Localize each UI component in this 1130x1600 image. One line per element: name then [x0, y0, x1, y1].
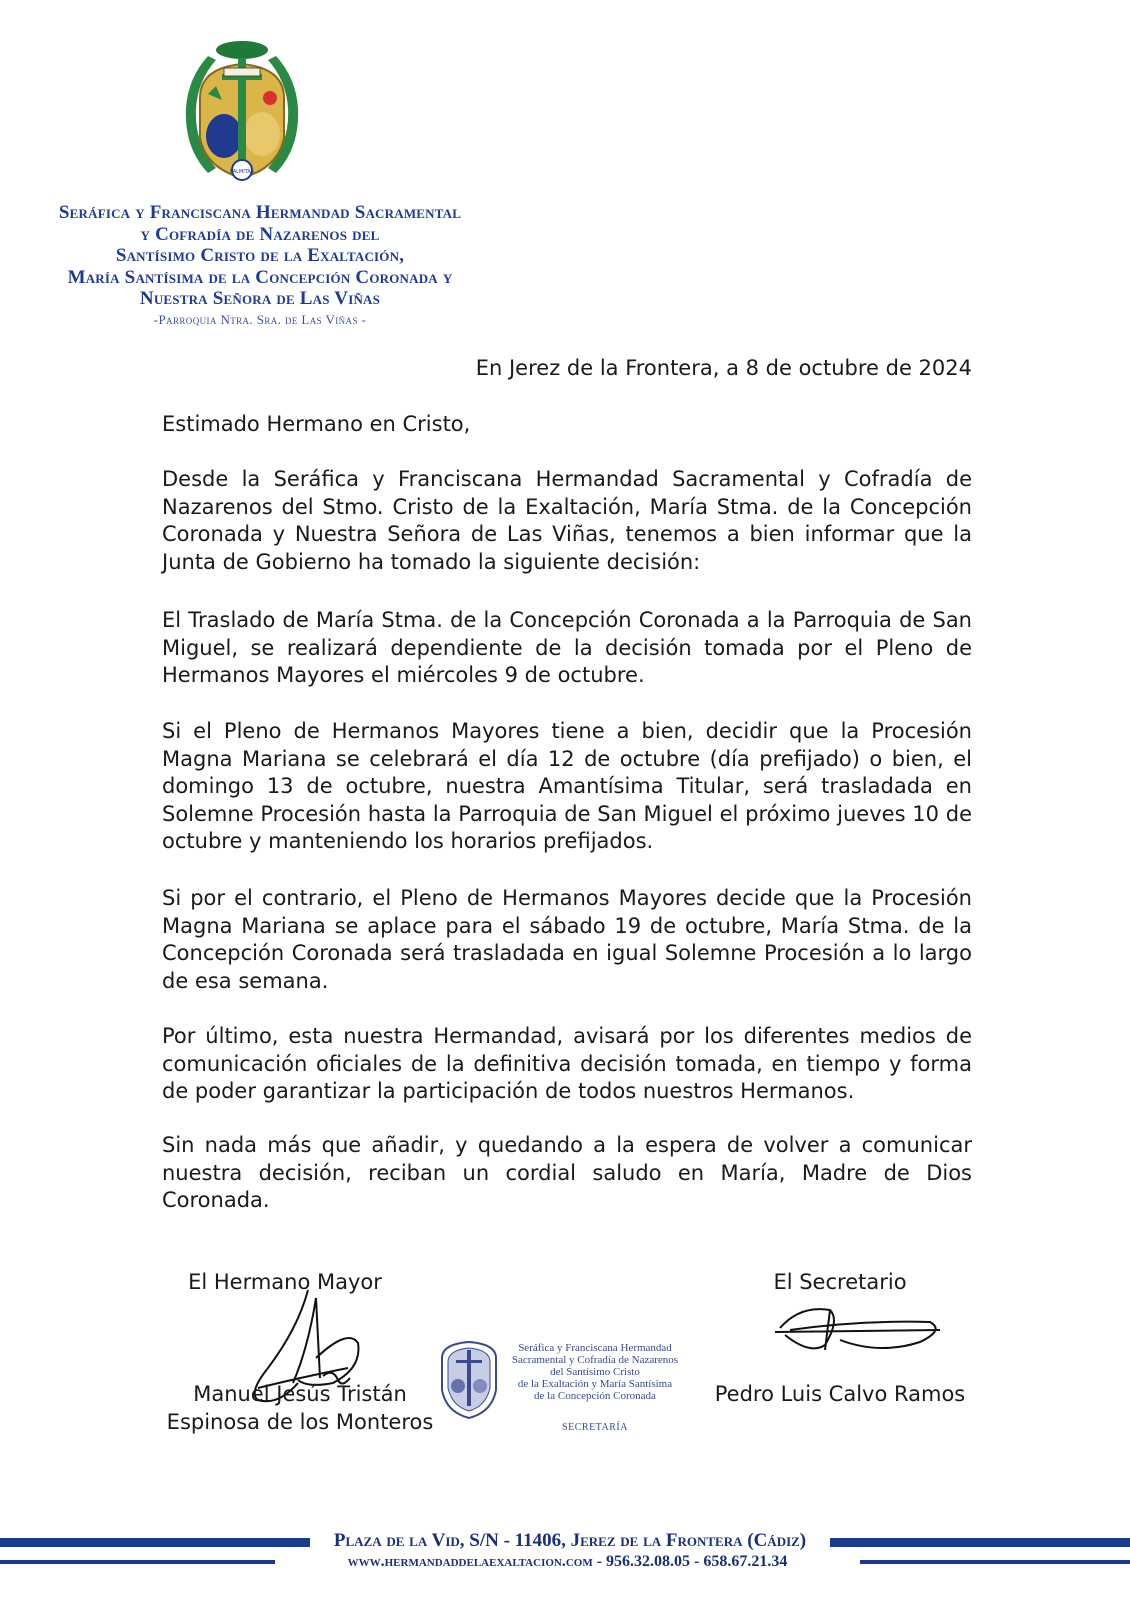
footer-address: Plaza de la Vid, S/N - 11406, Jerez de la Frontera (Cádiz) — [333, 1530, 807, 1551]
letter-paragraph: Si por el contrario, el Pleno de Hermanos Mayores decide que la Procesión Magna Mariana se aplace para el sábado 19 de octubre, María Stma. de la Concepción Coronada será trasladada en igual Solemne Procesión a lo largo de esa semana. — [162, 886, 972, 993]
letterhead-parish: -Parroquia Ntra. Sra. de Las Viñas - — [153, 312, 367, 327]
footer-contact: www.hermandaddelaexaltacion.com - 956.32.08.05 - 658.67.21.34 — [347, 1553, 788, 1570]
stamp-text-line: de la Exaltación y María Santísima — [517, 1378, 673, 1390]
stamp-text-line: de la Concepción Coronada — [534, 1390, 656, 1402]
signatory-name-hermano-mayor-2: Espinosa de los Monteros — [166, 1410, 434, 1434]
letterhead-line-5: Nuestra Señora de Las Viñas — [139, 288, 381, 309]
footer-band-right — [830, 1538, 1130, 1547]
secretary-seal-stamp — [434, 1338, 504, 1420]
stamp-text-line: Sacramental y Cofradía de Nazarenos — [511, 1354, 679, 1366]
letter-greeting: Estimado Hermano en Cristo, — [162, 412, 471, 436]
footer-band-left-thin — [0, 1560, 275, 1564]
letter-paragraph: Desde la Seráfica y Franciscana Hermandad Sacramental y Cofradía de Nazarenos del Stmo. Cristo de la Exaltación, María Stma. de la Concepción Coronada y Nuestra Señora de Las Viñas, tenemos a bien informar que la Junta de Gobierno ha tomado la siguiente decisión: — [162, 467, 972, 574]
letterhead-line-1: Seráfica y Franciscana Hermandad Sacramental — [58, 202, 462, 223]
signatory-title-hermano-mayor: El Hermano Mayor — [188, 1270, 382, 1294]
letterhead-line-4: María Santísima de la Concepción Coronada y — [67, 267, 453, 288]
footer-band-right-thin — [860, 1560, 1130, 1564]
brotherhood-crest-logo — [178, 38, 306, 190]
letter-paragraph: Si el Pleno de Hermanos Mayores tiene a bien, decidir que la Procesión Magna Mariana se celebrará el día 12 de octubre (día prefijado) o bien, el domingo 13 de octubre, nuestra Amantísima Titular, será trasladada en Solemne Procesión hasta la Parroquia de San Miguel el próximo jueves 10 de octubre y manteniendo los horarios prefijados. — [162, 719, 972, 853]
svg-text:PALMITAS: PALMITAS — [230, 169, 254, 175]
signatory-name-hermano-mayor: Manuel Jesús Tristán — [193, 1382, 407, 1406]
signatory-name-secretario: Pedro Luis Calvo Ramos — [714, 1382, 966, 1406]
letter-paragraph: Sin nada más que añadir, y quedando a la espera de volver a comunicar nuestra decisión, reciban un cordial saludo en María, Madre de Dios Coronada. — [162, 1133, 972, 1212]
signatory-title-secretario: El Secretario — [773, 1270, 907, 1294]
handwritten-signature-secretario — [770, 1300, 950, 1360]
letter-date: En Jerez de la Frontera, a 8 de octubre de 2024 — [475, 356, 972, 380]
letter-paragraph: Por último, esta nuestra Hermandad, avisará por los diferentes medios de comunicación oficiales de la definitiva decisión tomada, en tiempo y forma de poder garantizar la participación de todos nuestros Hermanos. — [162, 1024, 972, 1103]
stamp-text-line: Seráfica y Franciscana Hermandad — [518, 1342, 672, 1354]
letterhead-line-3: Santísimo Cristo de la Exaltación, — [115, 245, 405, 266]
letterhead-line-2: y Cofradía de Nazarenos del — [140, 224, 380, 245]
letter-paragraph: El Traslado de María Stma. de la Concepción Coronada a la Parroquia de San Miguel, se realizará dependiente de la decisión tomada por el Pleno de Hermanos Mayores el miércoles 9 de octubre. — [162, 608, 972, 687]
footer-band-left — [0, 1538, 310, 1547]
stamp-text-line: del Santísimo Cristo — [550, 1366, 640, 1378]
stamp-secretaria-label: SECRETARÍA — [562, 1422, 628, 1433]
